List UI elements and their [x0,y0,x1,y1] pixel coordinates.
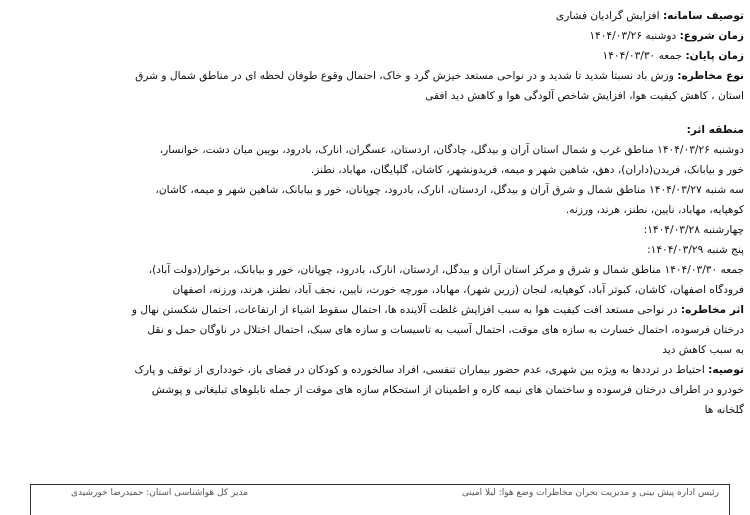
hazard-type-label: نوع مخاطره: [677,70,744,82]
affected-area-line: کوهپایه، مهاباد، نایین، نطنز، هرند، ورزنه. [565,204,744,216]
affected-area-title: منطقه اثر: [686,124,744,136]
hazard-impact-text-1: در نواحی مستعد افت کیفیت هوا به سبب افزایش غلظت آلاینده ها، احتمال سقوط اشیاء از ارتفاعات، احتمال شکستن نهال و [131,304,678,316]
hazard-type-text-1: وزش باد نسبتا شدید تا شدید و در نواحی مستعد خیزش گرد و خاک، احتمال وقوع طوفان لحظه ای در مناطق شمال و شرق [135,70,674,82]
affected-area-line: جمعه ۱۴۰۴/۰۳/۳۰ مناطق شمال و شرق و مرکز استان آران و بیدگل، اردستان، انارک، بادرود، چوپانان، خور و بیابانک، برخوار(دولت آباد)، [148,264,744,276]
head-of-forecast-signature: رئیس اداره پیش بینی و مدیریت بحران مخاطرات وضع هوا: لیلا امینی [461,488,719,498]
advice-text-1: احتیاط در ترددها به ویژه بین شهری، عدم حضور بیماران تنفسی، افراد سالخورده و کودکان در فضای باز، خودداری از توقف و پارک [134,364,705,376]
advice-line-1 [6,360,744,380]
advice-line-3: گلخانه ها [704,404,744,416]
hazard-impact-line-2: درختان فرسوده، احتمال خسارت به سازه های موقت، احتمال آسیب به تاسیسات و سازه های سبک، احتمال اختلال در ناوگان حمل و نقل [147,324,744,336]
affected-area-line: فرودگاه اصفهان، کاشان، کبوتر آباد، کوهپایه، لنجان (زرین شهر)، مهاباد، مورچه خورت، نایین، نجف آباد، نطنز، هرند، ورزنه، اصفهان [172,284,744,296]
hazard-impact-label: اثر مخاطره: [680,304,744,316]
end-time-value: جمعه ۱۴۰۴/۰۳/۳۰ [602,50,683,62]
start-time-label: زمان شروع: [679,30,744,42]
affected-area-line: خور و بیابانک، فریدن(داران)، دهق، شاهین شهر و میمه، فریدونشهر، کاشان، گلپایگان، مهاباد، نطنز. [310,164,744,176]
affected-area-line: دوشنبه ۱۴۰۴/۰۳/۲۶ مناطق غرب و شمال استان آران و بیدگل، چادگان، اردستان، عسگران، انارک، بادرود، بویین میان دشت، خوانسار، [159,144,744,156]
system-description-row [6,6,744,26]
warning-document [6,6,744,420]
hazard-type-line-2: استان ، کاهش کیفیت هوا، افزایش شاخص آلودگی هوا و کاهش دید افقی [425,90,744,102]
advice-line-2: خودرو در اطراف درختان فرسوده و ساختمان های نیمه کاره و اطمینان از استحکام سازه های موقت از جمله تابلوهای تبلیغاتی و پوشش [151,384,744,396]
end-time-row [6,46,744,66]
system-description-value: افزایش گرادیان فشاری [555,10,660,22]
section-spacer [6,106,744,120]
hazard-impact-line-1 [6,300,744,320]
affected-area-line: سه شنبه ۱۴۰۴/۰۳/۲۷ مناطق شمال و شرق آران و بیدگل، اردستان، انارک، بادرود، چوپانان، خور و بیابانک، شاهین شهر و میمه، کاشان، [155,184,744,196]
end-time-label: زمان پایان: [685,50,744,62]
advice-label: توصیه: [708,364,744,376]
system-description-label: توصیف سامانه: [662,10,744,22]
hazard-type-line-1 [6,66,744,86]
affected-area-line: چهارشنبه ۱۴۰۴/۰۳/۲۸: [643,224,744,236]
hazard-impact-line-3: به سبب کاهش دید [662,344,744,356]
start-time-value: دوشنبه ۱۴۰۴/۰۳/۲۶ [589,30,677,42]
start-time-row [6,26,744,46]
director-signature: مدیر کل هواشناسی استان: حمیدرضا خورشیدی [71,488,249,498]
affected-area-line: پنج شنبه ۱۴۰۴/۰۳/۲۹: [647,244,744,256]
